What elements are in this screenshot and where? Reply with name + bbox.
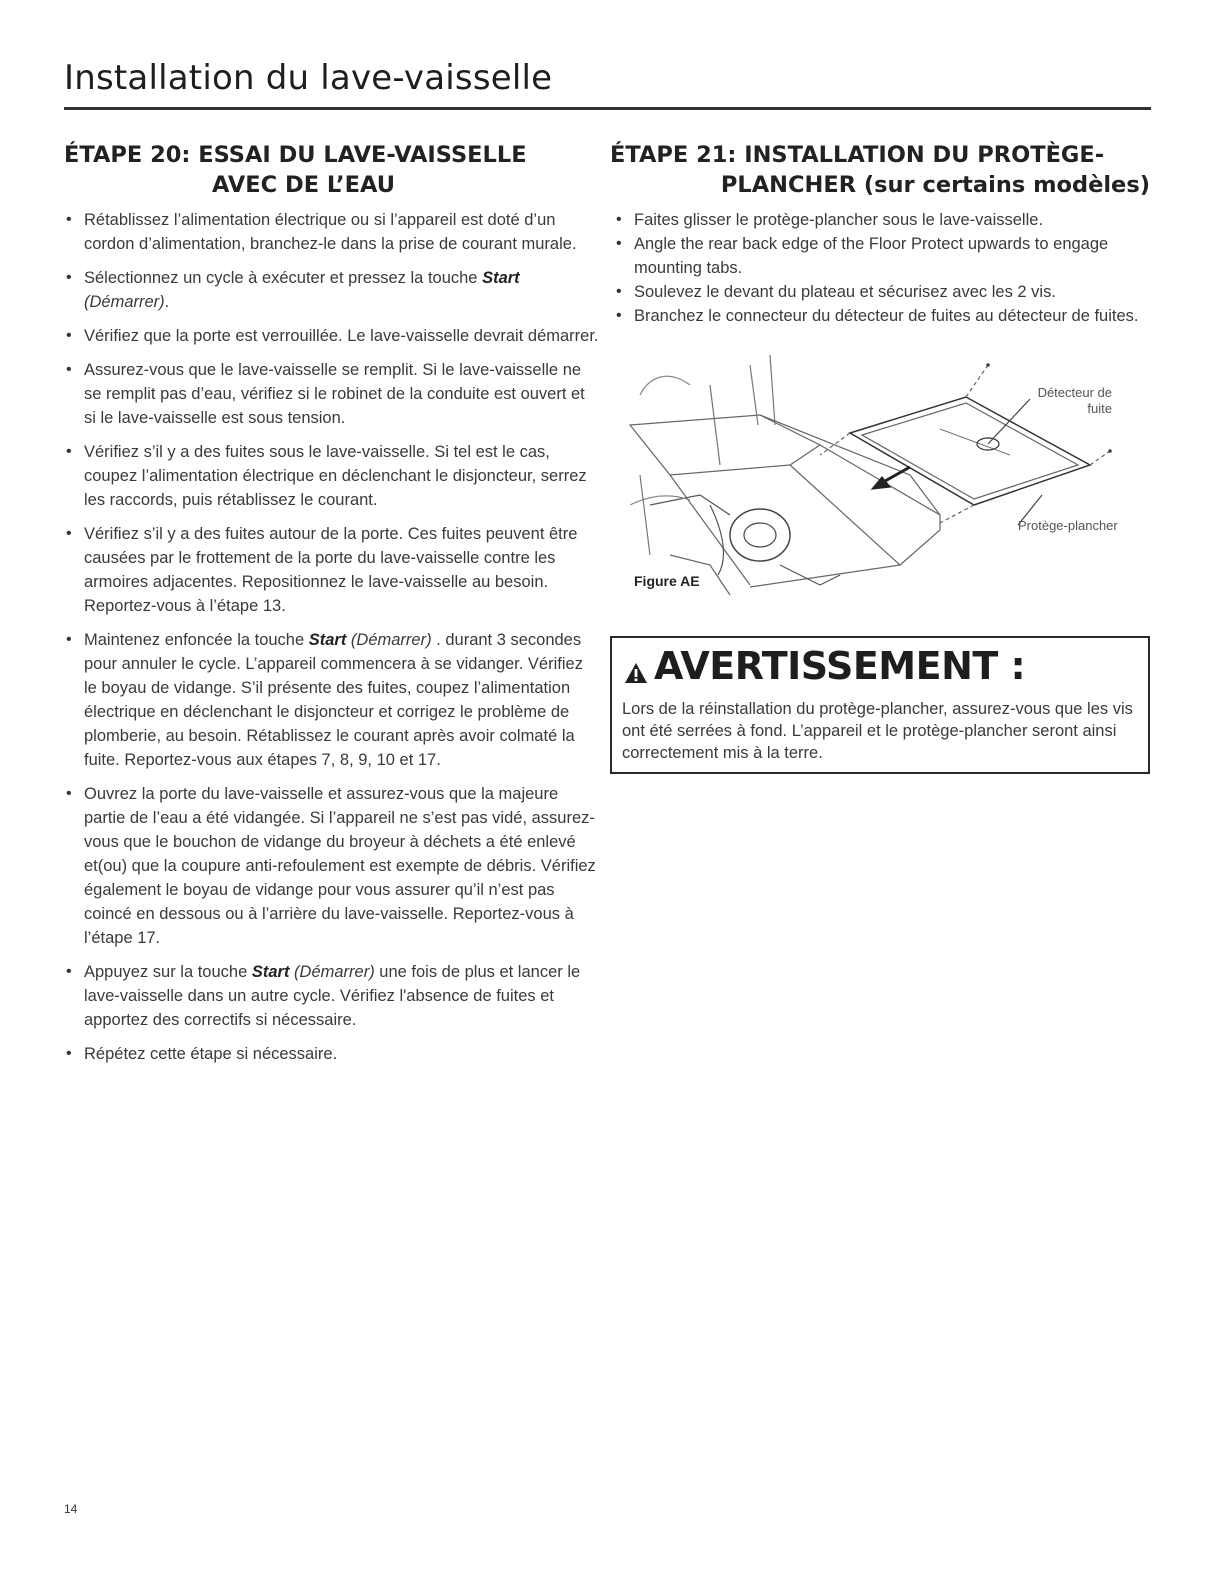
list-item: • Soulevez le devant du plateau et sécurisez avec les 2 vis. bbox=[610, 280, 1152, 304]
step-21-heading-line2: PLANCHER (sur certains modèles) bbox=[720, 172, 1150, 198]
list-item: • Angle the rear back edge of the Floor Protect upwards to engage mounting tabs. bbox=[610, 232, 1152, 280]
list-item: • Vérifiez s’il y a des fuites sous le lave-vaisselle. Si tel est le cas, coupez l’alimentation électrique en déclenchant le disjoncteur, serrez les raccords, puis rétablissez le courant. bbox=[64, 440, 599, 512]
step-20-heading-line1: ÉTAPE 20: ESSAI DU LAVE-VAISSELLE bbox=[64, 142, 527, 168]
step-20-section bbox=[64, 140, 599, 1076]
list-item: • Vérifiez s’il y a des fuites autour de la porte. Ces fuites peuvent être causées par le frottement de la porte du lave-vaisselle contre les armoires adjacentes. Repositionnez le lave-vaisselle au besoin. Reportez-vous à l’étape 13. bbox=[64, 522, 599, 618]
step-21-list bbox=[610, 208, 1152, 328]
warning-box bbox=[610, 636, 1150, 774]
step-21-section bbox=[610, 140, 1152, 328]
list-item: • Assurez-vous que le lave-vaisselle se remplit. Si le lave-vaisselle ne se remplit pas d’eau, vérifiez si le robinet de la conduite est ouvert et si le lave-vaisselle est sous tension. bbox=[64, 358, 599, 430]
figure-ae bbox=[610, 355, 1152, 615]
list-item: • Sélectionnez un cycle à exécuter et pressez la touche Start (Démarrer). bbox=[64, 266, 599, 314]
warning-text: Lors de la réinstallation du protège-plancher, assurez-vous que les vis ont été serrées à fond. L’appareil et le protège-plancher seront ainsi correctement mis à la terre. bbox=[622, 700, 1133, 762]
start-key-label: Start bbox=[308, 631, 347, 649]
start-key-label: Start bbox=[251, 963, 290, 981]
list-item: • Faites glisser le protège-plancher sous le lave-vaisselle. bbox=[610, 208, 1152, 232]
warning-heading: AVERTISSEMENT : bbox=[654, 644, 1026, 688]
figure-caption: Figure AE bbox=[634, 573, 700, 589]
step-20-heading-line2: AVEC DE L’EAU bbox=[212, 172, 395, 198]
page-number: 14 bbox=[64, 1502, 78, 1516]
label-detecteur-de-fuite: Détecteur de fuite bbox=[1037, 385, 1112, 416]
warning-triangle-icon bbox=[624, 662, 648, 684]
list-item: • Ouvrez la porte du lave-vaisselle et assurez-vous que la majeure partie de l’eau a été vidangée. Si l’appareil ne s’est pas vidé, assurez-vous que le bouchon de vidange du broyeur à déchets a été enlevé et(ou) que la coupure anti-refoulement est exempte de débris. Vérifiez également le boyau de vidange pour vous assurer qu’il n’est pas coincé en dessous ou à l’arrière du lave-vaisselle. Reportez-vous à l’étape 17. bbox=[64, 782, 599, 950]
list-item: • Branchez le connecteur du détecteur de fuites au détecteur de fuites. bbox=[610, 304, 1152, 328]
list-item: • Maintenez enfoncée la touche Start (Démarrer) . durant 3 secondes pour annuler le cycle. L’appareil commencera à se vidanger. Vérifiez le boyau de vidange. S’il présente des fuites, coupez l’alimentation électrique en déclenchant le disjoncteur et corrigez le problème de plomberie, au besoin. Rétablissez le courant après avoir colmaté la fuite. Reportez-vous aux étapes 7, 8, 9, 10 et 17. bbox=[64, 628, 599, 772]
step-21-heading-line1: ÉTAPE 21: INSTALLATION DU PROTÈGE- bbox=[610, 142, 1105, 168]
start-key-label: Start bbox=[482, 269, 520, 287]
step-21-heading bbox=[610, 140, 1152, 200]
list-item: • Appuyez sur la touche Start (Démarrer) une fois de plus et lancer le lave-vaisselle dans un autre cycle. Vérifiez l'absence de fuites et apportez des correctifs si nécessaire. bbox=[64, 960, 599, 1032]
list-item: • Répétez cette étape si nécessaire. bbox=[64, 1042, 599, 1066]
page-title: Installation du lave-vaisselle bbox=[64, 58, 553, 98]
title-divider bbox=[64, 107, 1151, 110]
list-item: • Vérifiez que la porte est verrouillée. Le lave-vaisselle devrait démarrer. bbox=[64, 324, 599, 348]
step-20-list bbox=[64, 208, 599, 1066]
label-protege-plancher: Protège-plancher bbox=[1018, 518, 1118, 533]
step-20-heading bbox=[64, 140, 599, 200]
list-item: • Rétablissez l’alimentation électrique ou si l’appareil est doté d’un cordon d’alimentation, branchez-le dans la prise de courant murale. bbox=[64, 208, 599, 256]
